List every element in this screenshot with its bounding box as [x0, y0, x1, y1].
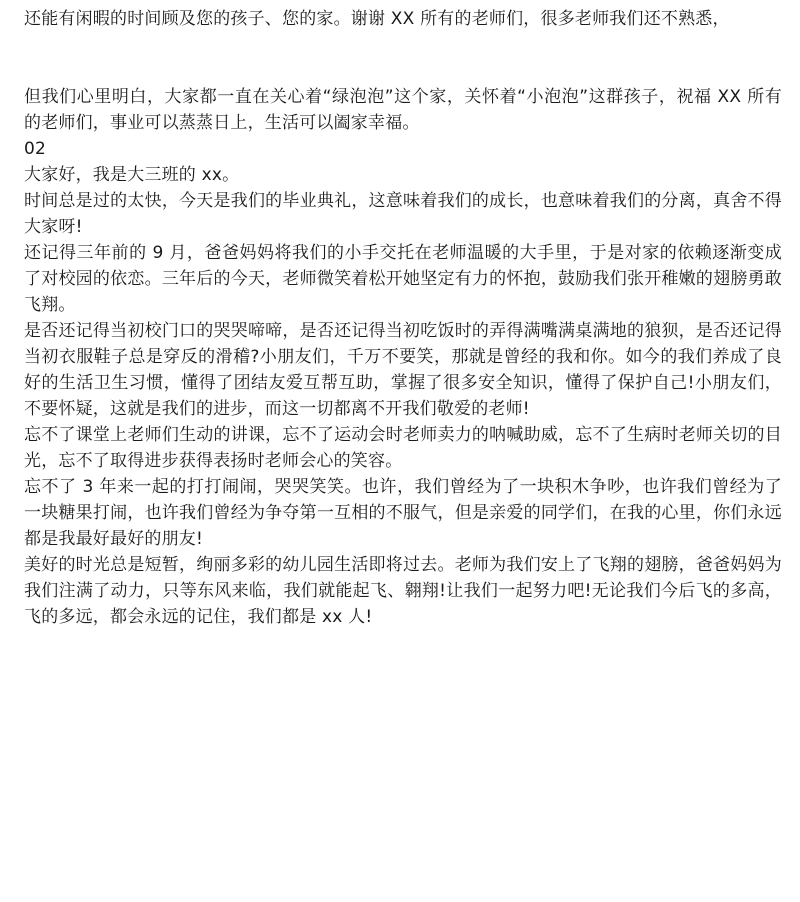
document-body	[24, 6, 782, 630]
paragraph-0: 还能有闲暇的时间顾及您的孩子、您的家。谢谢 XX 所有的老师们，很多老师我们还不熟悉，	[24, 9, 730, 29]
paragraph-8: 美好的时光总是短暂，绚丽多彩的幼儿园生活即将过去。老师为我们安上了飞翔的翅膀，爸爸妈妈为我们注满了动力，只等东风来临，我们就能起飞、翱翔!让我们一起努力吧!无论我们今后飞的多高，飞的多远，都会永远的记住，我们都是 xx 人!	[24, 555, 782, 627]
paragraph-6: 忘不了课堂上老师们生动的讲课，忘不了运动会时老师卖力的呐喊助威，忘不了生病时老师关切的目光，忘不了取得进步获得表扬时老师会心的笑容。	[24, 425, 782, 471]
paragraph-1: 但我们心里明白，大家都一直在关心着“绿泡泡”这个家，关怀着“小泡泡”这群孩子，祝福 XX 所有的老师们，事业可以蒸蒸日上，生活可以阖家幸福。	[24, 87, 782, 133]
paragraph-4: 还记得三年前的 9 月，爸爸妈妈将我们的小手交托在老师温暖的大手里，于是对家的依赖逐渐变成了对校园的依恋。三年后的今天，老师微笑着松开她坚定有力的怀抱，鼓励我们张开稚嫩的翅膀勇敢飞翔。	[24, 243, 782, 315]
paragraph-2: 大家好，我是大三班的 xx。	[24, 165, 240, 185]
paragraph-gap	[24, 32, 782, 84]
section-number: 02	[24, 139, 47, 159]
paragraph-7: 忘不了 3 年来一起的打打闹闹，哭哭笑笑。也许，我们曾经为了一块积木争吵，也许我们曾经为了一块糖果打闹，也许我们曾经为争夺第一互相的不服气，但是亲爱的同学们，在我的心里，你们永远都是我最好最好的朋友!	[24, 477, 782, 549]
paragraph-3: 时间总是过的太快，今天是我们的毕业典礼，这意味着我们的成长，也意味着我们的分离，真舍不得大家呀!	[24, 191, 782, 237]
paragraph-5: 是否还记得当初校门口的哭哭啼啼，是否还记得当初吃饭时的弄得满嘴满桌满地的狼狈，是否还记得当初衣服鞋子总是穿反的滑稽?小朋友们，千万不要笑，那就是曾经的我和你。如今的我们养成了良好的生活卫生习惯，懂得了团结友爱互帮互助，掌握了很多安全知识，懂得了保护自己!小朋友们，不要怀疑，这就是我们的进步，而这一切都离不开我们敬爱的老师!	[24, 321, 782, 419]
